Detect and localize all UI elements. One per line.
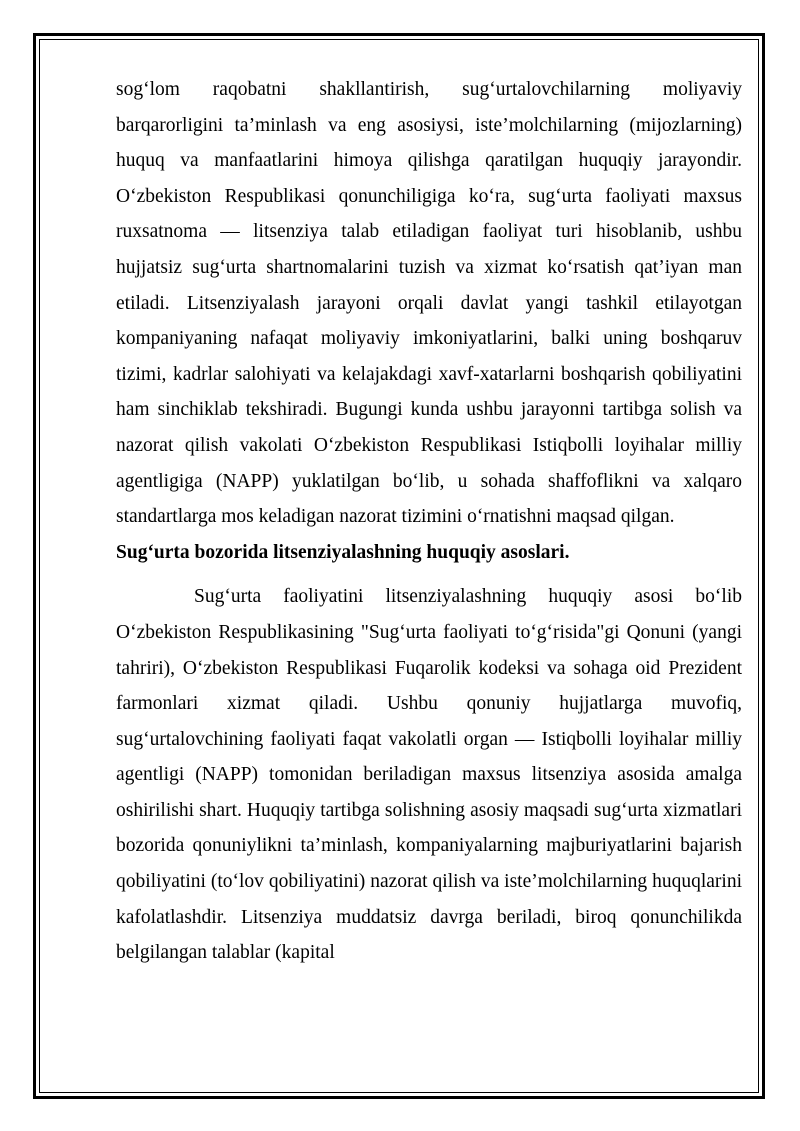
paragraph-1: sog‘lom raqobatni shakllantirish, sug‘urtalovchilarning moliyaviy barqarorligini ta’minlash va eng asosiysi, iste’molchilarning (mijozlarning) huquq va manfaatlarini himoya qilishga qaratilgan huquqiy jarayondir. O‘zbekiston Respublikasi qonunchiligiga ko‘ra, sug‘urta faoliyati maxsus ruxsatnoma — litsenziya talab etiladigan faoliyat turi hisoblanib, ushbu hujjatsiz sug‘urta shartnomalarini tuzish va xizmat ko‘rsatish qat’iyan man etiladi. Litsenziyalash jarayoni orqali davlat yangi tashkil etilayotgan kompaniyaning nafaqat moliyaviy imkoniyatlarini, balki uning boshqaruv tizimi, kadrlar salohiyati va kelajakdagi xavf-xatarlarni boshqarish qobiliyatini ham sinchiklab tekshiradi. Bugungi kunda ushbu jarayonni tartibga solish va nazorat qilish vakolati O‘zbekiston Respublikasi Istiqbolli loyihalar milliy agentligiga (NAPP) yuklatilgan bo‘lib, u sohada shaffoflikni va xalqaro standartlarga mos keladigan nazorat tizimini o‘rnatishni maqsad qilgan. — [116, 79, 742, 528]
paragraph-2: Sug‘urta faoliyatini litsenziyalashning huquqiy asosi bo‘lib O‘zbekiston Respublikasining "Sug‘urta faoliyati to‘g‘risida"gi Qonuni (yangi tahriri), O‘zbekiston Respublikasi Fuqarolik kodeksi va sohaga oid Prezident farmonlari xizmat qiladi. Ushbu qonuniy hujjatlarga muvofiq, sug‘urtalovchining faoliyati faqat vakolatli organ — Istiqbolli loyihalar milliy agentligi (NAPP) tomonidan beriladigan maxsus litsenziya asosida amalga oshirilishi shart. Huquqiy tartibga solishning asosiy maqsadi sug‘urta xizmatlari bozorida qonuniylikni ta’minlash, kompaniyalarning majburiyatlarini bajarish qobiliyatini (to‘lov qobiliyatini) nazorat qilish va iste’molchilarning huquqlarini kafolatlashdir. Litsenziya muddatsiz davrga beriladi, biroq qonunchilikda belgilangan talablar (kapital — [116, 586, 742, 964]
section-heading: Sug‘urta bozorida litsenziyalashning huquqiy asoslari. — [116, 541, 570, 563]
document-body — [116, 72, 742, 971]
